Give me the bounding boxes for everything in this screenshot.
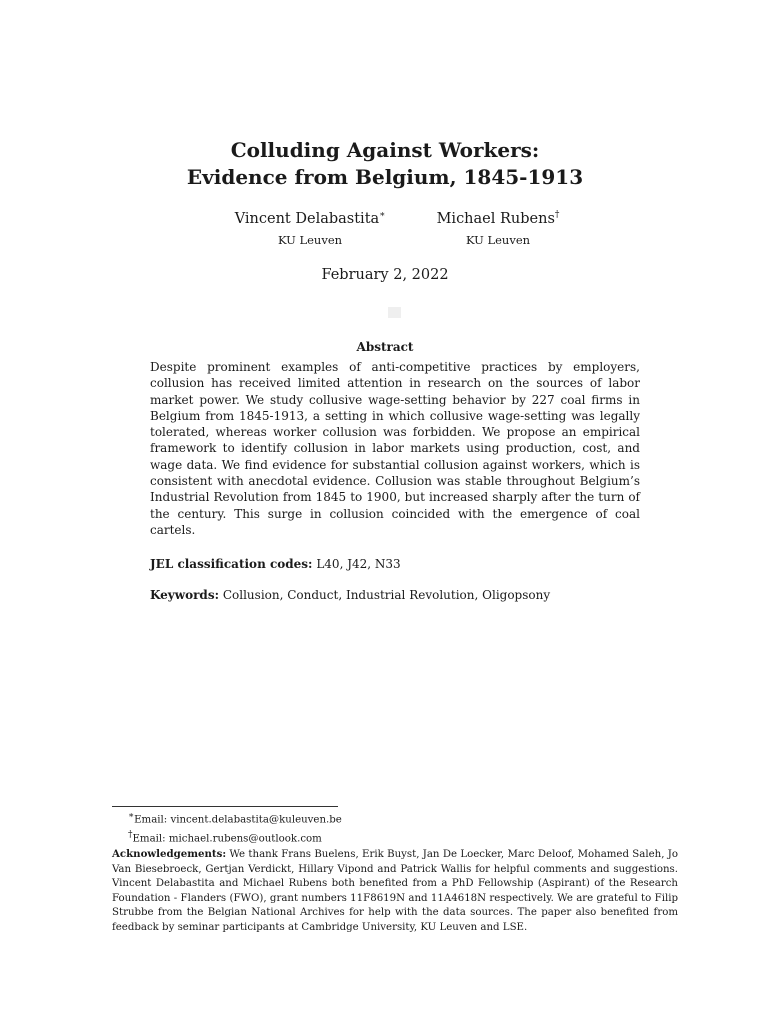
image-placeholder (388, 307, 401, 318)
email-1: Email: vincent.delabastita@kuleuven.be (134, 814, 342, 826)
footnote-mark: ∗ (128, 811, 135, 821)
footnote-mark: † (554, 210, 560, 220)
author-affiliation: KU Leuven (465, 232, 531, 247)
jel-value: L40, J42, N33 (316, 557, 401, 571)
footnote-rule (112, 806, 338, 807)
keywords (150, 588, 550, 602)
ack-label: Acknowledgements: (112, 847, 227, 860)
email-2: Email: michael.rubens@outlook.com (132, 833, 322, 845)
footnotes (112, 809, 678, 936)
keywords-value: Collusion, Conduct, Industrial Revolution, Oligopsony (222, 588, 551, 602)
title-line-2: Evidence from Belgium, 1845-1913 (186, 165, 584, 189)
ack-text: We thank Frans Buelens, Erik Buyst, Jan De Loecker, Marc Deloof, Mohamed Saleh, Jo Van Biesebroeck, Gertjan Verdickt, Hillary Vipond and Patrick Wallis for helpful comments and suggestions. Vincent Delabastita and Michael Rubens both benefited from a PhD Fellowship (Aspirant) of the Research Foundation - Flanders (FWO), grant numbers 11F8619N and 11A4618N respectively. We are grateful to Filip Strubbe from the Belgian National Archives for help with the data sources. The paper also benefited from feedback by seminar participants at Cambridge University, KU Leuven and LSE. (112, 848, 678, 933)
author-block-2 (378, 210, 618, 247)
footnote-email-1 (112, 809, 678, 828)
abstract-text: Despite prominent examples of anti-competitive practices by employers, collusion has received limited attention in research on the sources of labor market power. We study collusive wage-setting behavior by 227 coal firms in Belgium from 1845-1913, a setting in which collusive wage-setting was legally tolerated, whereas worker collusion was forbidden. We propose an empirical framework to identify collusion in labor markets using production, cost, and wage data. We find evidence for substantial collusion against workers, which is consistent with anecdotal evidence. Collusion was stable throughout Belgium’s Industrial Revolution from 1845 to 1900, but increased sharply after the turn of the century. This surge in collusion coincided with the emergence of coal cartels. (150, 360, 640, 537)
keywords-label: Keywords: (150, 588, 220, 602)
acknowledgements (112, 847, 678, 936)
author-affiliation: KU Leuven (277, 232, 343, 247)
title-line-1: Colluding Against Workers: (230, 138, 540, 162)
abstract-heading: Abstract (356, 340, 414, 354)
author-name: Vincent Delabastita (234, 210, 380, 227)
author-name: Michael Rubens (436, 210, 555, 227)
footnote-email-2 (112, 828, 678, 847)
footnote-mark: ∗ (379, 210, 386, 220)
paper-date: February 2, 2022 (321, 267, 449, 283)
paper-title (0, 137, 770, 191)
jel-label: JEL classification codes: (150, 557, 313, 571)
jel-codes (150, 557, 401, 571)
footnote-mark: † (128, 829, 133, 840)
